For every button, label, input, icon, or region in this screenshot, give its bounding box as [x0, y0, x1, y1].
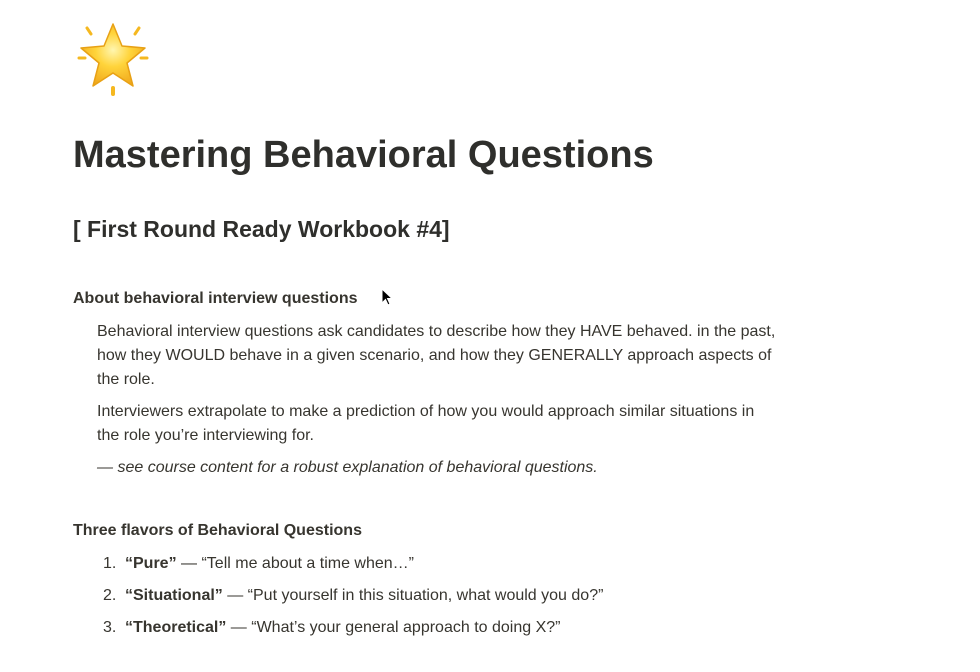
- list-number: 2.: [103, 587, 117, 604]
- flavor-term: “Pure”: [125, 555, 177, 572]
- flavor-description: — “Put yourself in this situation, what would you do?”: [222, 587, 604, 604]
- flavors-list: [97, 552, 603, 648]
- page-title[interactable]: Mastering Behavioral Questions: [73, 134, 654, 176]
- list-item[interactable]: [97, 552, 603, 584]
- mouse-pointer-icon: [381, 288, 393, 306]
- flavor-term: “Theoretical”: [125, 619, 227, 636]
- about-paragraph[interactable]: Interviewers extrapolate to make a prediction of how you would approach similar situations in the role you’re interviewing for.: [97, 403, 755, 444]
- flavor-term: “Situational”: [125, 587, 223, 604]
- flavor-description: — “What’s your general approach to doing X?”: [226, 619, 561, 636]
- about-paragraph[interactable]: Behavioral interview questions ask candidates to describe how they HAVE behaved. in the past, how they WOULD behave in a given scenario, and how they GENERALLY approach aspects of the role.: [97, 323, 776, 388]
- about-section-body: [97, 320, 777, 488]
- about-note[interactable]: — see course content for a robust explanation of behavioral questions.: [97, 459, 598, 476]
- page-subtitle[interactable]: [ First Round Ready Workbook #4]: [73, 216, 450, 242]
- list-item[interactable]: [97, 584, 603, 616]
- flavors-section-heading[interactable]: Three flavors of Behavioral Questions: [73, 522, 362, 539]
- list-item[interactable]: [97, 616, 603, 648]
- star-icon[interactable]: [75, 18, 151, 96]
- flavor-description: — “Tell me about a time when…”: [176, 555, 414, 572]
- list-number: 1.: [103, 555, 117, 572]
- about-section-heading[interactable]: About behavioral interview questions: [73, 290, 358, 307]
- list-number: 3.: [103, 619, 117, 636]
